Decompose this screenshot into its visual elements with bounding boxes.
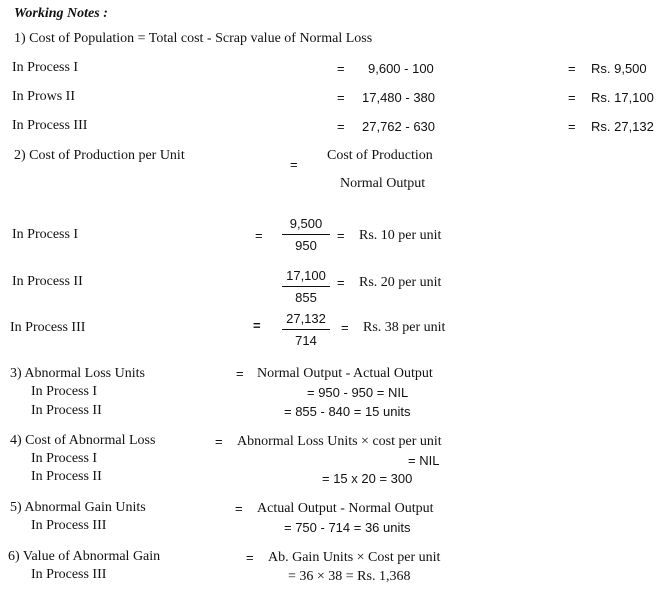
s1-row-1-calc: 9,600 - 100 <box>368 61 434 76</box>
s5-row-1-calc: = 750 - 714 = 36 units <box>284 520 411 535</box>
s2-row-1-denominator: 950 <box>295 238 317 253</box>
s2-row-1-numerator: 9,500 <box>282 216 330 235</box>
s2-row-3-label: In Process III <box>10 320 86 335</box>
s6-equals: = <box>246 550 254 565</box>
s2-equals: = <box>290 157 298 172</box>
s2-row-3-fraction <box>282 311 330 349</box>
s1-row-2-eq: = <box>337 90 345 105</box>
s5-formula: Actual Output - Normal Output <box>257 501 434 516</box>
section-5-heading: 5) Abnormal Gain Units <box>10 500 146 515</box>
s1-row-3-eq: = <box>337 119 345 134</box>
s2-row-1-eq: = <box>255 228 263 243</box>
s4-row-2-calc: = 15 x 20 = 300 <box>322 471 413 486</box>
s2-row-2-label: In Process II <box>12 274 83 289</box>
s6-formula: Ab. Gain Units × Cost per unit <box>268 550 441 565</box>
section-6-heading: 6) Value of Abnormal Gain <box>8 549 161 564</box>
s3-equals: = <box>236 366 244 381</box>
s1-row-3-eq2: = <box>568 119 576 134</box>
s1-row-1-eq2: = <box>568 61 576 76</box>
s2-row-3-eq: = <box>253 318 261 333</box>
s1-row-3-result: Rs. 27,132 <box>591 119 654 134</box>
s2-row-3-eq2: = <box>341 320 349 335</box>
s6-row-1-calc: = 36 × 38 = Rs. 1,368 <box>288 569 411 584</box>
s1-row-1-result: Rs. 9,500 <box>591 61 647 76</box>
s2-row-3-numerator: 27,132 <box>282 311 330 330</box>
s2-formula-numerator: Cost of Production <box>327 148 433 163</box>
s2-row-2-result: Rs. 20 per unit <box>359 275 442 290</box>
s3-row-1-calc: = 950 - 950 = NIL <box>307 385 409 400</box>
s4-row-2-label: In Process II <box>31 469 102 484</box>
s4-equals: = <box>215 434 223 449</box>
s2-formula-denominator: Normal Output <box>340 176 426 191</box>
s1-row-1-eq: = <box>337 61 345 76</box>
s2-row-3-denominator: 714 <box>295 333 317 348</box>
section-3-heading: 3) Abnormal Loss Units <box>10 366 145 381</box>
s5-row-1-label: In Process III <box>31 518 107 533</box>
s4-formula: Abnormal Loss Units × cost per unit <box>237 434 442 449</box>
s3-row-2-label: In Process II <box>31 403 102 418</box>
s3-formula: Normal Output - Actual Output <box>257 366 433 381</box>
s2-row-2-fraction <box>282 268 330 306</box>
s4-row-1-label: In Process I <box>31 451 98 466</box>
s2-row-1-fraction <box>282 216 330 254</box>
s1-row-2-calc: 17,480 - 380 <box>362 90 436 105</box>
s2-row-1-result: Rs. 10 per unit <box>359 228 442 243</box>
s1-row-2-eq2: = <box>568 90 576 105</box>
s2-row-1-eq2: = <box>337 228 345 243</box>
page-title: Working Notes : <box>14 6 108 21</box>
s4-row-1-calc: = NIL <box>408 453 440 468</box>
s1-row-3-label: In Process III <box>12 118 88 133</box>
section-1-heading: 1) Cost of Population = Total cost - Scrap value of Normal Loss <box>14 31 373 46</box>
s2-row-1-label: In Process I <box>12 227 79 242</box>
s3-row-1-label: In Process I <box>31 384 98 399</box>
section-4-heading: 4) Cost of Abnormal Loss <box>10 433 156 448</box>
s1-row-3-calc: 27,762 - 630 <box>362 119 436 134</box>
s1-row-2-label: In Prows II <box>12 89 75 104</box>
s3-row-2-calc: = 855 - 840 = 15 units <box>284 404 411 419</box>
s6-row-1-label: In Process III <box>31 567 107 582</box>
section-2-heading: 2) Cost of Production per Unit <box>14 148 185 163</box>
s1-row-1-label: In Process I <box>12 60 79 75</box>
s2-row-2-numerator: 17,100 <box>282 268 330 287</box>
s5-equals: = <box>235 501 243 516</box>
s2-row-3-result: Rs. 38 per unit <box>363 320 446 335</box>
s2-row-2-eq2: = <box>337 275 345 290</box>
s1-row-2-result: Rs. 17,100 <box>591 90 654 105</box>
s2-row-2-denominator: 855 <box>295 290 317 305</box>
